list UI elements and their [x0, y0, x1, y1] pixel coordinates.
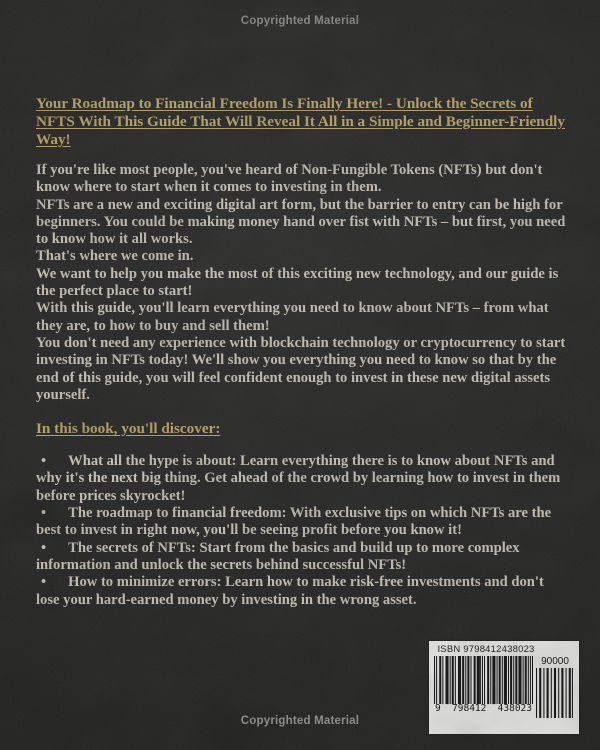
bullet-text: The secrets of NFTs: Start from the basics and build up to more complex information and unlock the secrets behind successful NFTs!	[36, 539, 520, 573]
isbn-label: ISBN 9798412438023	[437, 644, 535, 655]
bullet-icon: •	[41, 539, 47, 556]
cover-content	[36, 95, 568, 609]
bullet-item	[36, 574, 568, 609]
copyright-banner-top: Copyrighted Material	[240, 15, 360, 27]
intro-paragraph: With this guide, you'll learn everything you need to know about NFTs – from what they are, to how to buy and sell them!	[36, 300, 549, 334]
bullet-icon: •	[41, 453, 47, 470]
bullet-item	[36, 505, 568, 540]
bullet-icon: •	[41, 574, 47, 591]
bullet-text: What all the hype is about: Learn everything there is to know about NFTs and why it's the next big thing. Get ahead of the crowd by learning how to invest in them before prices skyrocket!	[36, 453, 561, 504]
intro-paragraph: NFTs are a new and exciting digital art form, but the barrier to entry can be high for beginners. You could be making money hand over fist with NFTs – but first, you need to know how it all works.	[36, 196, 566, 248]
intro-paragraph: If you're like most people, you've heard of Non-Fungible Tokens (NFTs) but don't know where to start when it comes to investing in them.	[36, 162, 543, 196]
intro-paragraph: That's where we come in.	[36, 248, 194, 265]
bullet-text: The roadmap to financial freedom: With exclusive tips on which NFTs are the best to invest in right now, you'll be seeing profit before you know it!	[36, 505, 552, 539]
discover-section-heading: In this book, you'll discover:	[36, 420, 221, 438]
intro-paragraph: You don't need any experience with blockchain technology or cryptocurrency to start investing in NFTs today! We'll show you everything you need to know so that by the end of this guide, you will feel confident enough to invest in these new digital assets yourself.	[36, 334, 566, 403]
cover-headline: Your Roadmap to Financial Freedom Is Finally Here! - Unlock the Secrets of NFTS With This Guide That Will Reveal It All in a Simple and Beginner-Friendly Way!	[36, 95, 565, 148]
copyright-banner-bottom: Copyrighted Material	[240, 715, 360, 727]
price-code: 90000	[541, 656, 569, 667]
intro-paragraphs	[36, 162, 568, 404]
bullet-item	[36, 453, 568, 505]
bullet-text: How to minimize errors: Learn how to make risk-free investments and don't lose your hard-earned money by investing in the wrong asset.	[36, 574, 544, 608]
isbn-digits: 9 798412 438023	[435, 703, 532, 714]
intro-paragraph: We want to help you make the most of this exciting new technology, and our guide is the perfect place to start!	[36, 265, 559, 300]
supplemental-barcode-icon	[536, 668, 574, 718]
bullet-item	[36, 540, 568, 575]
bullet-icon: •	[41, 505, 47, 522]
bullet-list	[36, 453, 568, 609]
